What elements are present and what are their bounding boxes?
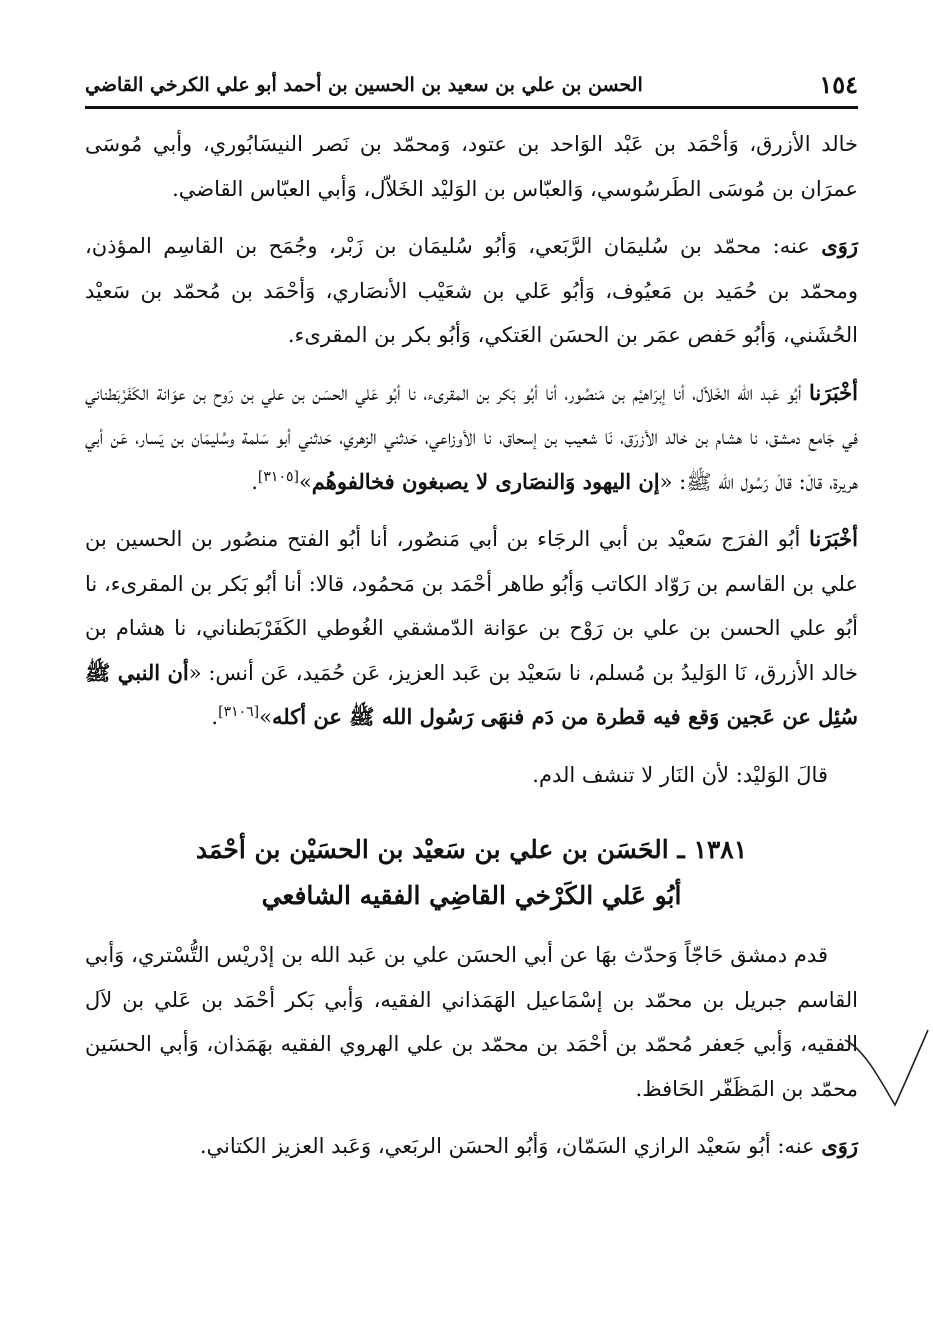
comment-paragraph xyxy=(85,753,858,798)
paragraph-text: خالد الأزرق، وَأحْمَد بن عَبْد الوَاحد بن عتود، وَمحمّد بن نَصر النيسَابُوري، وأبي مُوسَى عمرَان بن مُوسَى الطَرسُوسي، وَالعبّاس بن الوَليْد الخَلاّل، وَأبي العبّاس القاضي. xyxy=(85,132,858,201)
paragraph-text: قدم دمشق حَاجّاً وَحدّث بهَا عن أبي الحسَن علي بن عَبد الله بن إدْريْس التُّسْتري، وَأبي القاسم جبريل بن محمّد بن إسْمَاعيل الهَمَذاني الفقيه، وَأبي بَكر أحْمَد بن عَلي بن لاَل الفقيه، وَأبي جَعفر مُحمّد بن أحْمَد بن محمّد بن علي الهروي الفقيه بهَمَذان، وَأبي الحسَين محمّد بن المَظَفّر الحَافظ. xyxy=(85,943,858,1101)
entry-heading xyxy=(85,827,858,919)
isnad-text: أبُو الفرَج سَعيْد بن أبي الرجَاء بن أبي مَنصُور، أنا أبُو الفتح منصُور بن الحسين بن علي بن القاسم بن رَوّاد الكاتب وَأبُو طاهر أحْمَد بن مَحمُود، قالا: أنا أبُو بَكر بن المقرىء، نا أبُو علي الحسن بن علي بن رَوْح بن عوَانة الدّمشقي الغُوطي الكَفَرْبَطناني، نا هشام بن خالد الأزرق، نَا الوَليدُ بن مُسلم، نا سَعيْد بن عَبد العزيز، عَن حُمَيد، عَن أنس: « xyxy=(85,527,858,685)
page-header xyxy=(85,62,858,109)
quote-close: » xyxy=(298,469,312,494)
paragraph-lead-word: أخْبَرَنا xyxy=(809,526,858,551)
full-stop: . xyxy=(211,705,219,729)
isnad-text: أبُو عَبد الله الخَلاّل، أنا إبرَاهيْم بن مَنصُور، أنا أبُو بَكر بن المقرىء، نا أبُو عَلي الحسَن بن علي بن رَوح بن عوَانة الكَفَرْبَطناني في جَامع دمشق، نا هشام بن خالد الأزرَق، نَا شعيب بن إسحاق، نا الأوزاعي، حَدثني الزهري، حَدثني أبو سَلمة وسُليمَان بن يَسار، عَن أبي هريرة، قالَ: قالَ رَسُول الله ﷺ: « xyxy=(85,380,858,494)
margin-check-mark xyxy=(840,1020,930,1120)
hadith-reference-number: [٣١٠٦] xyxy=(218,704,260,720)
paragraph-lead-word: أخْبَرَنا xyxy=(809,379,858,405)
page-body xyxy=(85,122,858,1182)
entry-heading-line-2: أبُو عَلي الكَرْخي القاضِي الفقيه الشافعي xyxy=(261,881,682,910)
running-title: الحسن بن علي بن سعيد بن الحسين بن أحمد أبو علي الكرخي القاضي xyxy=(85,74,643,96)
hadith-matn: أن النبي ﷺ سُئِل عن عَجين وَقع فيه قطرة من دَم فنهَى رَسُول الله ﷺ عن أكله xyxy=(85,659,858,729)
hadith-paragraph-2 xyxy=(85,517,858,740)
entry-heading-line-1: ١٣٨١ ـ الحَسَن بن علي بن سَعيْد بن الحسَيْن بن أحْمَد xyxy=(195,835,748,864)
paragraph-text: عنه: أبُو سَعيْد الرازي السَمّان، وَأبُو الحسَن الربَعي، وَعَبد العزيز الكتاني. xyxy=(199,1134,822,1158)
paragraph-text: قالَ الوَليْد: لأن النَار لا تنشف الدم. xyxy=(532,762,828,787)
paragraph-narrators xyxy=(85,224,858,358)
paragraph-lead-word: رَوَى xyxy=(821,233,858,258)
paragraph-text: عنه: محمّد بن سُليمَان الرَّبَعي، وَأبُو سُليمَان بن زَبْر، وجُمَح بن القاسِم المؤذن، ومحمّد بن حُمَيد بن مَعيُوف، وَأبُو عَلي بن شعَيْب الأنصَاري، وَأحْمَد بن مُحمّد بن سَعيْد الحُشَني، وَأبُو حَفص عمَر بن الحسَن العَتكي، وَأبُو بكر بن المقرىء. xyxy=(85,234,858,347)
entry-narrators xyxy=(85,1124,858,1169)
full-stop: . xyxy=(251,469,258,494)
entry-paragraph xyxy=(85,933,858,1111)
hadith-reference-number: [٣١٠٥] xyxy=(257,468,299,485)
quote-close: » xyxy=(259,705,272,729)
page-number: ١٥٤ xyxy=(819,70,858,99)
hadith-paragraph-1 xyxy=(85,371,858,505)
paragraph-lead-word: رَوَى xyxy=(821,1133,858,1158)
paragraph-teachers xyxy=(85,122,858,211)
hadith-matn: إن اليهود وَالنصَارى لا يصبغون فخالفوهُم xyxy=(311,468,660,494)
